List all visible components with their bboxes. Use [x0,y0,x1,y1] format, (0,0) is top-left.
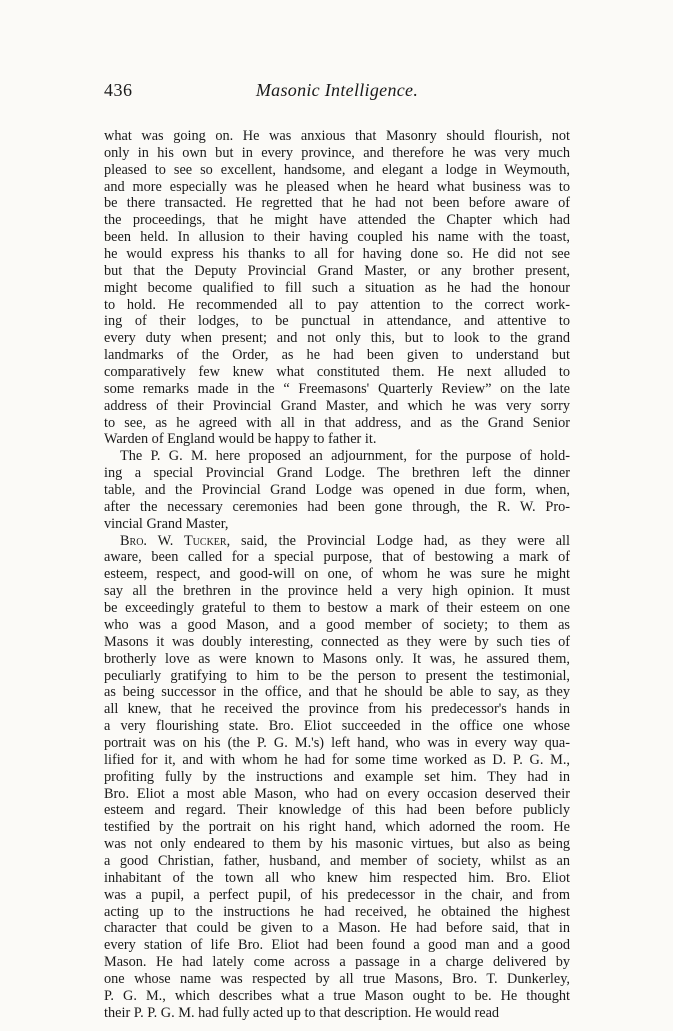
text-line: character that could be given to a Mason. He had before said, that in [104,920,570,937]
text-line: who was a good Mason, and a good member of society; to them as [104,616,570,633]
text-line: a good Christian, father, husband, and member of society, whilst as an [104,852,570,869]
article-body [104,128,570,1022]
text-line: one whose name was respected by all true Masons, Bro. T. Dunkerley, [104,970,570,987]
text-line [104,533,570,550]
text-line: profiting fully by the instructions and example set him. They had in [104,768,570,785]
text-line: only in his own but in every province, and therefore he was very much [104,144,570,161]
text-line: was a pupil, a perfect pupil, of his predecessor in the chair, and from [104,886,570,903]
running-title: Masonic Intelligence. [255,80,419,100]
text-line: P. G. M., which describes what a true Mason ought to be. He thought [104,987,570,1004]
text-line: brotherly love as were known to Masons only. It was, he assured them, [104,650,570,667]
text-line: esteem, respect, and good-will on one, of whom he was sure he might [104,566,570,583]
text-line: acting up to the instructions he had received, he obtained the highest [104,903,570,920]
text-line: be exceedingly grateful to them to bestow a mark of their esteem on one [104,600,570,617]
text-line: to see, as he agreed with all in that address, and as the Grand Senior [104,414,570,431]
text-line: and more especially was he pleased when he heard what business was to [104,178,570,195]
text-line: pleased to see so excellent, handsome, and elegant a lodge in Weymouth, [104,161,570,178]
text-line: inhabitant of the town all who knew him respected him. Bro. Eliot [104,869,570,886]
text-line: landmarks of the Order, as he had been given to understand but [104,347,570,364]
page-number: 436 [104,80,133,100]
text-line: lified for it, and with whom he had for some time worked as D. P. G. M., [104,751,570,768]
text-line: might become qualified to fill such a situation as he had the honour [104,279,570,296]
text-line: was not only endeared to them by his masonic virtues, but also as being [104,836,570,853]
text-line: ing a special Provincial Grand Lodge. The brethren left the dinner [104,465,570,482]
text-line: to hold. He recommended all to pay attention to the correct work- [104,296,570,313]
text-line: a very flourishing state. Bro. Eliot succeeded in the office one whose [104,718,570,735]
text-line: after the necessary ceremonies had been gone through, the R. W. Pro- [104,498,570,515]
text-line: Mason. He had lately come across a passage in a charge delivered by [104,954,570,971]
text-line: aware, been called for a special purpose, that of bestowing a mark of [104,549,570,566]
paragraph [104,448,570,532]
text-line: testified by the portrait on his right hand, which adorned the room. He [104,819,570,836]
speaker-name: Bro. W. Tucker, [120,532,231,549]
text-line: portrait was on his (the P. G. M.'s) left hand, who was in every way qua- [104,734,570,751]
text-line: some remarks made in the “ Freemasons' Quarterly Review” on the late [104,380,570,397]
text-line: Warden of England would be happy to father it. [104,431,377,448]
page-header [104,80,570,106]
text-line: peculiarly gratifying to him to be the person to present the testimonial, [104,667,570,684]
text-line: Bro. Eliot a most able Mason, who had on every occasion deserved their [104,785,570,802]
text-line: but that the Deputy Provincial Grand Master, or any brother present, [104,262,570,279]
text-line: vincial Grand Master, [104,515,229,532]
text-line: say all the brethren in the province held a very high opinion. It must [104,583,570,600]
text-line: comparatively few knew what constituted them. He next alluded to [104,364,570,381]
text-line: table, and the Provincial Grand Lodge was opened in due form, when, [104,482,570,499]
text-line: their P. P. G. M. had fully acted up to that description. He would read [104,1004,500,1021]
text-line: be there transacted. He regretted that he had not been before aware of [104,195,570,212]
text-line: as being successor in the office, and that he should be able to say, as they [104,684,570,701]
text-line: all knew, that he received the province from his predecessor's hands in [104,701,570,718]
text-line: The P. G. M. here proposed an adjournment, for the purpose of hold- [120,448,570,465]
text-line: ing of their lodges, to be punctual in attendance, and attentive to [104,313,570,330]
text-line: every duty when present; and not only this, but to look to the grand [104,330,570,347]
paragraph [104,128,570,448]
text-line: every station of life Bro. Eliot had been found a good man and a good [104,937,570,954]
text-line: Masons it was doubly interesting, connected as they were by such ties of [104,633,570,650]
text-line: what was going on. He was anxious that Masonry should flourish, not [104,128,570,144]
text-line: esteem and regard. Their knowledge of this had been before publicly [104,802,570,819]
text-line: address of their Provincial Grand Master, and which he was very sorry [104,397,570,414]
text-line-content: said, the Provincial Lodge had, as they were all [230,532,570,549]
paragraph [104,533,570,1022]
text-line: the proceedings, that he might have attended the Chapter which had [104,212,570,229]
text-line: been held. In allusion to their having coupled his name with the toast, [104,229,570,246]
text-line: he would express his thanks to all for having done so. He did not see [104,246,570,263]
